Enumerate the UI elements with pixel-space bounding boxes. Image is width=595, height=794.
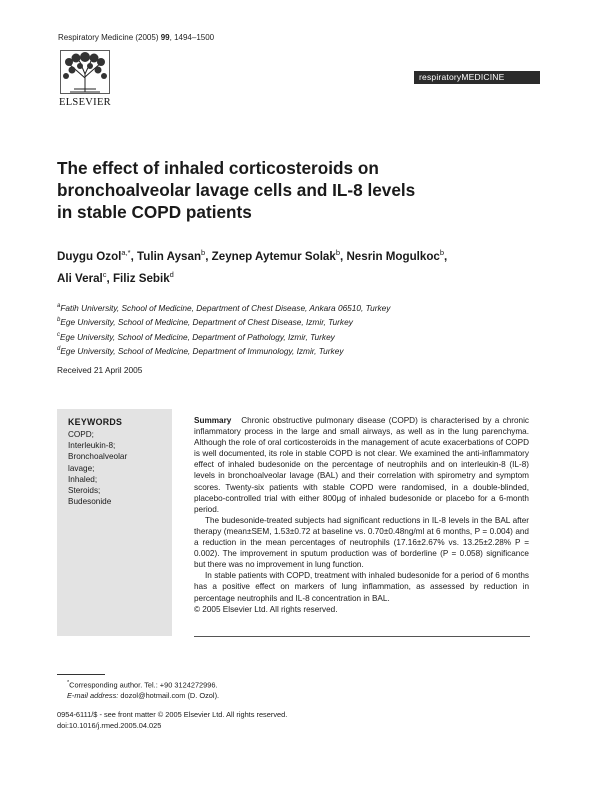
affiliation-mark: b [57,317,61,324]
author-separator: , [339,249,347,263]
author-affil-mark: a,* [121,248,131,257]
footnote-text: Corresponding author. Tel.: +90 3124272996. [69,680,218,690]
issn-line: 0954-6111/$ - see front matter © 2005 Elsevier Ltd. All rights reserved. [57,710,288,719]
author-separator: , [130,249,138,263]
footnote-line [67,691,219,701]
affiliation-text: Ege University, School of Medicine, Department of Immunology, Izmir, Turkey [60,345,344,356]
keywords-box [57,409,172,636]
keyword-item: Interleukin-8; [68,441,116,451]
affiliation-list [57,300,537,357]
keyword-item: Budesonide [68,497,112,507]
email-label: E-mail address: [67,690,119,700]
author-separator: , [205,249,212,263]
keyword-item: COPD; [68,430,94,439]
affiliation-mark: d [57,345,61,352]
journal-pages: , 1494–1500 [169,33,215,42]
elsevier-wordmark: ELSEVIER [59,97,111,108]
affiliation-item [57,329,537,343]
journal-banner: respiratoryMEDICINE [414,71,540,84]
publisher-logo [57,50,113,110]
journal-name: Respiratory Medicine (2005) [58,33,159,42]
author-list [57,244,537,288]
author-affil-mark: b [201,248,206,257]
author-separator: , [444,249,448,263]
author-name: Filiz Sebik [112,271,170,285]
abstract-divider [194,636,530,637]
title-line: bronchoalveolar lavage cells and IL-8 levels [57,180,416,200]
abstract-paragraph: In stable patients with COPD, treatment with inhaled budesonide for a period of 6 months has a positive effect on markers of lung inflammation, as assessed by reduction in percentage neutrophils and IL-8 concentration in BAL. [194,571,529,603]
keyword-item: Inhaled; [68,474,98,484]
author-affil-mark: c [102,269,107,279]
affiliation-text: Ege University, School of Medicine, Department of Pathology, Izmir, Turkey [60,331,335,342]
footnote-mark: * [67,680,70,686]
abstract-paragraph: The budesonide-treated subjects had significant reductions in IL-8 levels in the BAL after therapy (mean±SEM, 1.53±0.72 at baseline vs. 0.70±0.48ng/ml at 6 months, P = 0.004) and a reduction in the mean percentages of neutrophils (17.16±2.67% vs. 13.25±2.28% P = 0.002). The improvement in sputum production was of borderline (P = 0.058) significance but there was no improvement in lung function. [194,515,529,570]
author-name: Ali Veral [57,271,103,285]
author-name: Nesrin Mogulkoc [346,249,440,263]
elsevier-tree-icon [60,50,110,94]
affiliation-item [57,343,537,357]
abstract-text: Chronic obstructive pulmonary disease (COPD) is characterised by a chronic inflammatory process in the large and small airways, as well as in the lung parenchyma. Although the role of oral corticosteroids in the management of acute exacerbations of COPD is well documented, its role in stable COPD is not clear. We examined the anti-inflammatory effect of inhaled budesonide on the percentage of neutrophils and on interleukin-8 (IL-8) levels in bronchoalveolar lavage (BAL) and their correlation with spirometry and symptom scores. Twenty-six patients with stable COPD were randomised, in a double-blinded, placebo-controlled trial with either 800μg of inhaled budesonide or placebo for a 6-month period. [194,416,529,514]
author-name: Duygu Ozol [57,249,122,263]
author-separator: , [106,271,113,285]
article-title [57,157,517,223]
footnote-divider [57,674,105,675]
received-date: Received 21 April 2005 [57,365,143,375]
affiliation-text: Fatih University, School of Medicine, Department of Chest Disease, Ankara 06510, Turkey [60,302,391,313]
author-affil-mark: b [439,248,445,257]
abstract-label: Summary [194,416,232,425]
affiliation-mark: c [57,331,60,338]
affiliation-text: Ege University, School of Medicine, Department of Chest Disease, Izmir, Turkey [60,317,353,328]
keyword-item: Steroids; [68,486,101,496]
affiliation-item [57,314,537,328]
title-line: in stable COPD patients [57,202,252,222]
doi-line[interactable]: doi:10.1016/j.rmed.2005.04.025 [57,720,162,730]
keyword-item: Bronchoalveolar [68,452,128,462]
author-affil-mark: b [335,248,340,257]
journal-volume: 99 [160,33,170,42]
affiliation-item [57,300,537,314]
author-name: Zeynep Aytemur Solak [211,249,336,263]
email-address[interactable]: dozol@hotmail.com (D. Ozol). [118,690,220,700]
abstract [194,415,529,615]
journal-citation [58,33,214,42]
abstract-paragraph [194,415,529,515]
page-footer [57,710,287,731]
affiliation-mark: a [57,303,61,309]
keywords-heading: KEYWORDS [68,417,123,427]
corresponding-footnote [67,678,219,701]
abstract-copyright: © 2005 Elsevier Ltd. All rights reserved. [194,604,338,614]
title-line: The effect of inhaled corticosteroids on [57,158,379,178]
author-affil-mark: d [169,269,174,279]
footnote-line [67,678,219,691]
keyword-item: lavage; [68,463,95,473]
author-name: Tulin Aysan [137,249,202,263]
